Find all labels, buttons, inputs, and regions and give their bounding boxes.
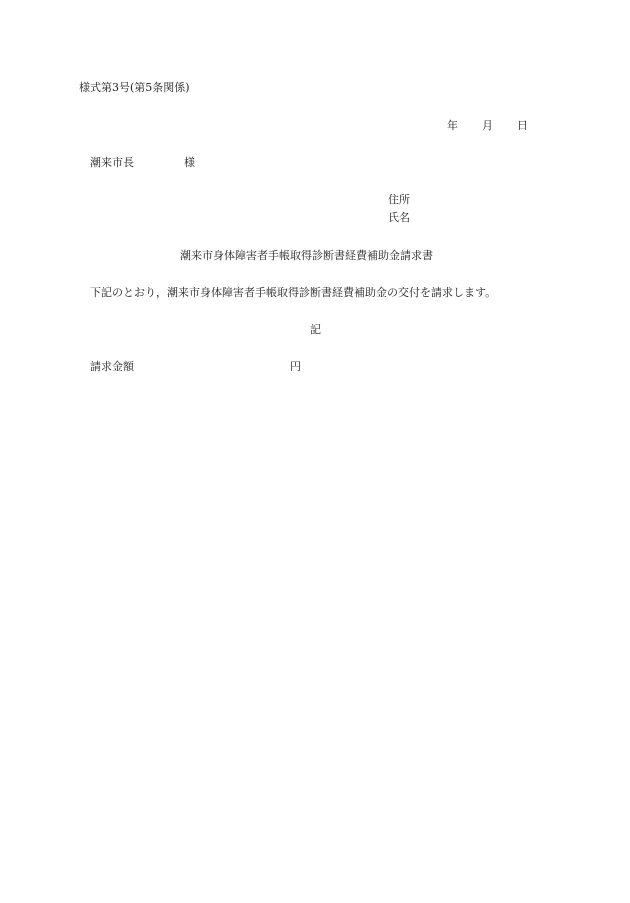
date-year-label: 年	[447, 119, 458, 132]
form-number: 様式第3号(第5条関係)	[79, 81, 190, 94]
date-month-label: 月	[482, 119, 493, 132]
ki-heading: 記	[310, 323, 321, 336]
amount-label: 請求金額	[90, 360, 134, 373]
addressee-honorific: 様	[184, 156, 195, 169]
body-text: 下記のとおり，潮来市身体障害者手帳取得診断書経費補助金の交付を請求します。	[90, 286, 497, 299]
address-label: 住所	[388, 193, 410, 206]
name-label: 氏名	[388, 211, 410, 224]
date-day-label: 日	[517, 119, 528, 132]
addressee-name: 潮来市長	[90, 156, 134, 169]
amount-unit: 円	[290, 360, 301, 373]
document-title: 潮来市身体障害者手帳取得診断書経費補助金請求書	[180, 249, 433, 262]
